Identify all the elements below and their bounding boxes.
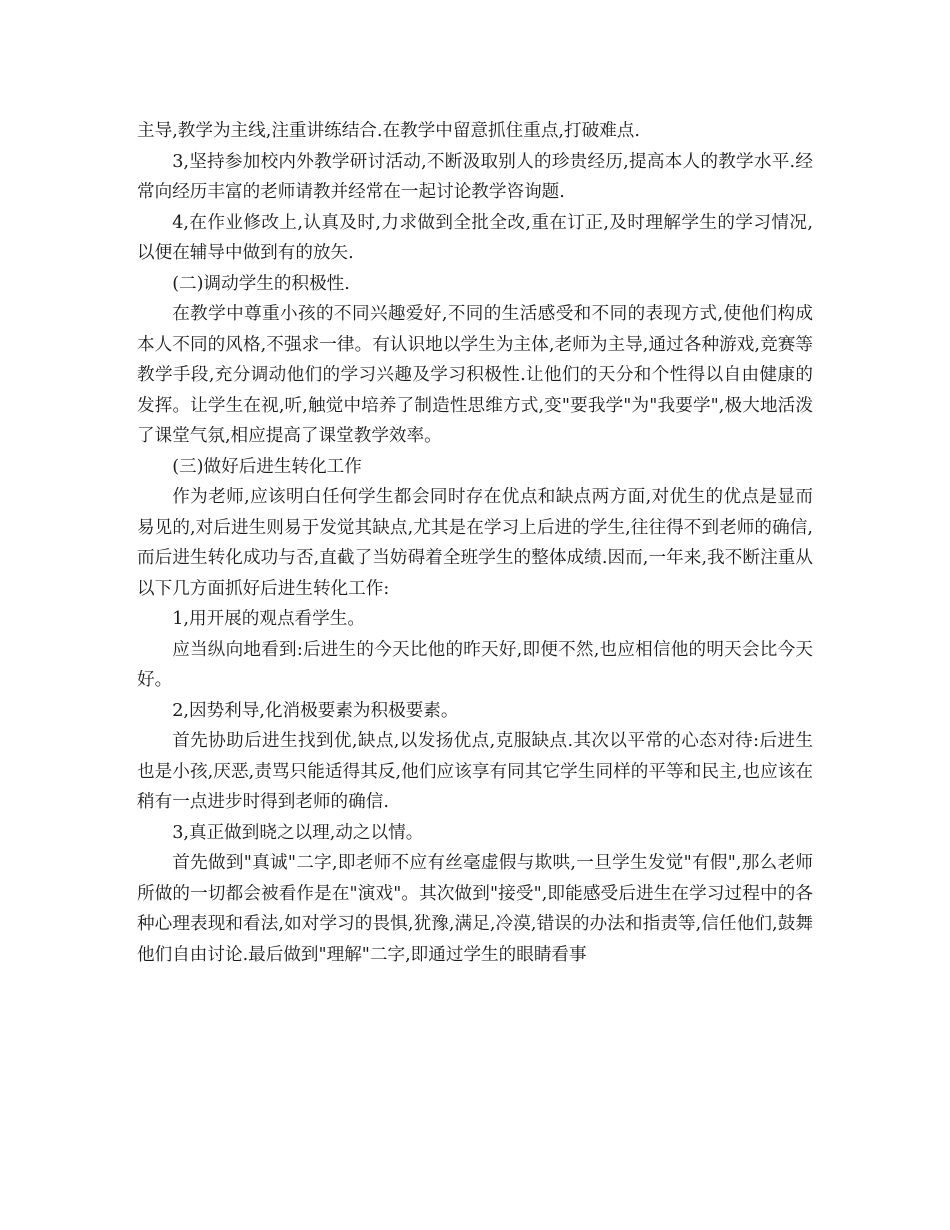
paragraph-2: 3,坚持参加校内外教学研讨活动,不断汲取别人的珍贵经历,提高本人的教学水平.经常向经历丰富的老师请教并经常在一起讨论教学咨询题. (137, 151, 813, 202)
section-heading-2: (二)调动学生的积极性. (172, 273, 350, 294)
section-heading-3: (三)做好后进生转化工作 (172, 456, 362, 477)
paragraph-1: 主导,教学为主线,注重讲练结合.在教学中留意抓住重点,打破难点. (137, 121, 640, 141)
paragraph-11: 首先协助后进生找到优,缺点,以发扬优点,克服缺点.其次以平常的心态对待:后进生也是小孩,厌恶,责骂只能适得其反,他们应该享有同其它学生同样的平等和民主,也应该在稍有一点进步时得到老师的确信. (137, 731, 813, 812)
paragraph-5: 在教学中尊重小孩的不同兴趣爱好,不同的生活感受和不同的表现方式,使他们构成本人不同的风格,不强求一律。有认识地以学生为主体,老师为主导,通过各种游戏,竞赛等教学手段,充分调动他们的学习兴趣及学习积极性.让他们的天分和个性得以自由健康的发挥。让学生在视,听,触觉中培养了制造性思维方式,变"要我学"为"我要学",极大地活泼了课堂气氛,相应提高了课堂教学效率。 (137, 304, 813, 446)
list-point-3: 3,真正做到晓之以理,动之以情。 (172, 822, 424, 843)
paragraph-13: 首先做到"真诚"二字,即老师不应有丝毫虚假与欺哄,一旦学生发觉"有假",那么老师所做的一切都会被看作是在"演戏"。其次做到"接受",即能感受后进生在学习过程中的各种心理表现和看法,如对学习的畏惧,犹豫,满足,冷漠,错误的办法和指责等,信任他们,鼓舞他们自由讨论.最后做到"理解"二字,即通过学生的眼睛看事 (137, 853, 813, 965)
list-point-2: 2,因势利导,化消极要素为积极要素。 (172, 700, 459, 721)
document-body (137, 116, 813, 970)
paragraph-7: 作为老师,应该明白任何学生都会同时存在优点和缺点两方面,对优生的优点是显而易见的,对后进生则易于发觉其缺点,尤其是在学习上后进的学生,往往得不到老师的确信,而后进生转化成功与否,直截了当妨碍着全班学生的整体成绩.因而,一年来,我不断注重从以下几方面抓好后进生转化工作: (137, 487, 813, 599)
paragraph-9: 应当纵向地看到:后进生的今天比他的昨天好,即便不然,也应相信他的明天会比今天好。 (137, 639, 813, 690)
list-point-1: 1,用开展的观点看学生。 (172, 609, 365, 629)
paragraph-3: 4,在作业修改上,认真及时,力求做到全批全改,重在订正,及时理解学生的学习情况,以便在辅导中做到有的放矢. (137, 212, 813, 263)
